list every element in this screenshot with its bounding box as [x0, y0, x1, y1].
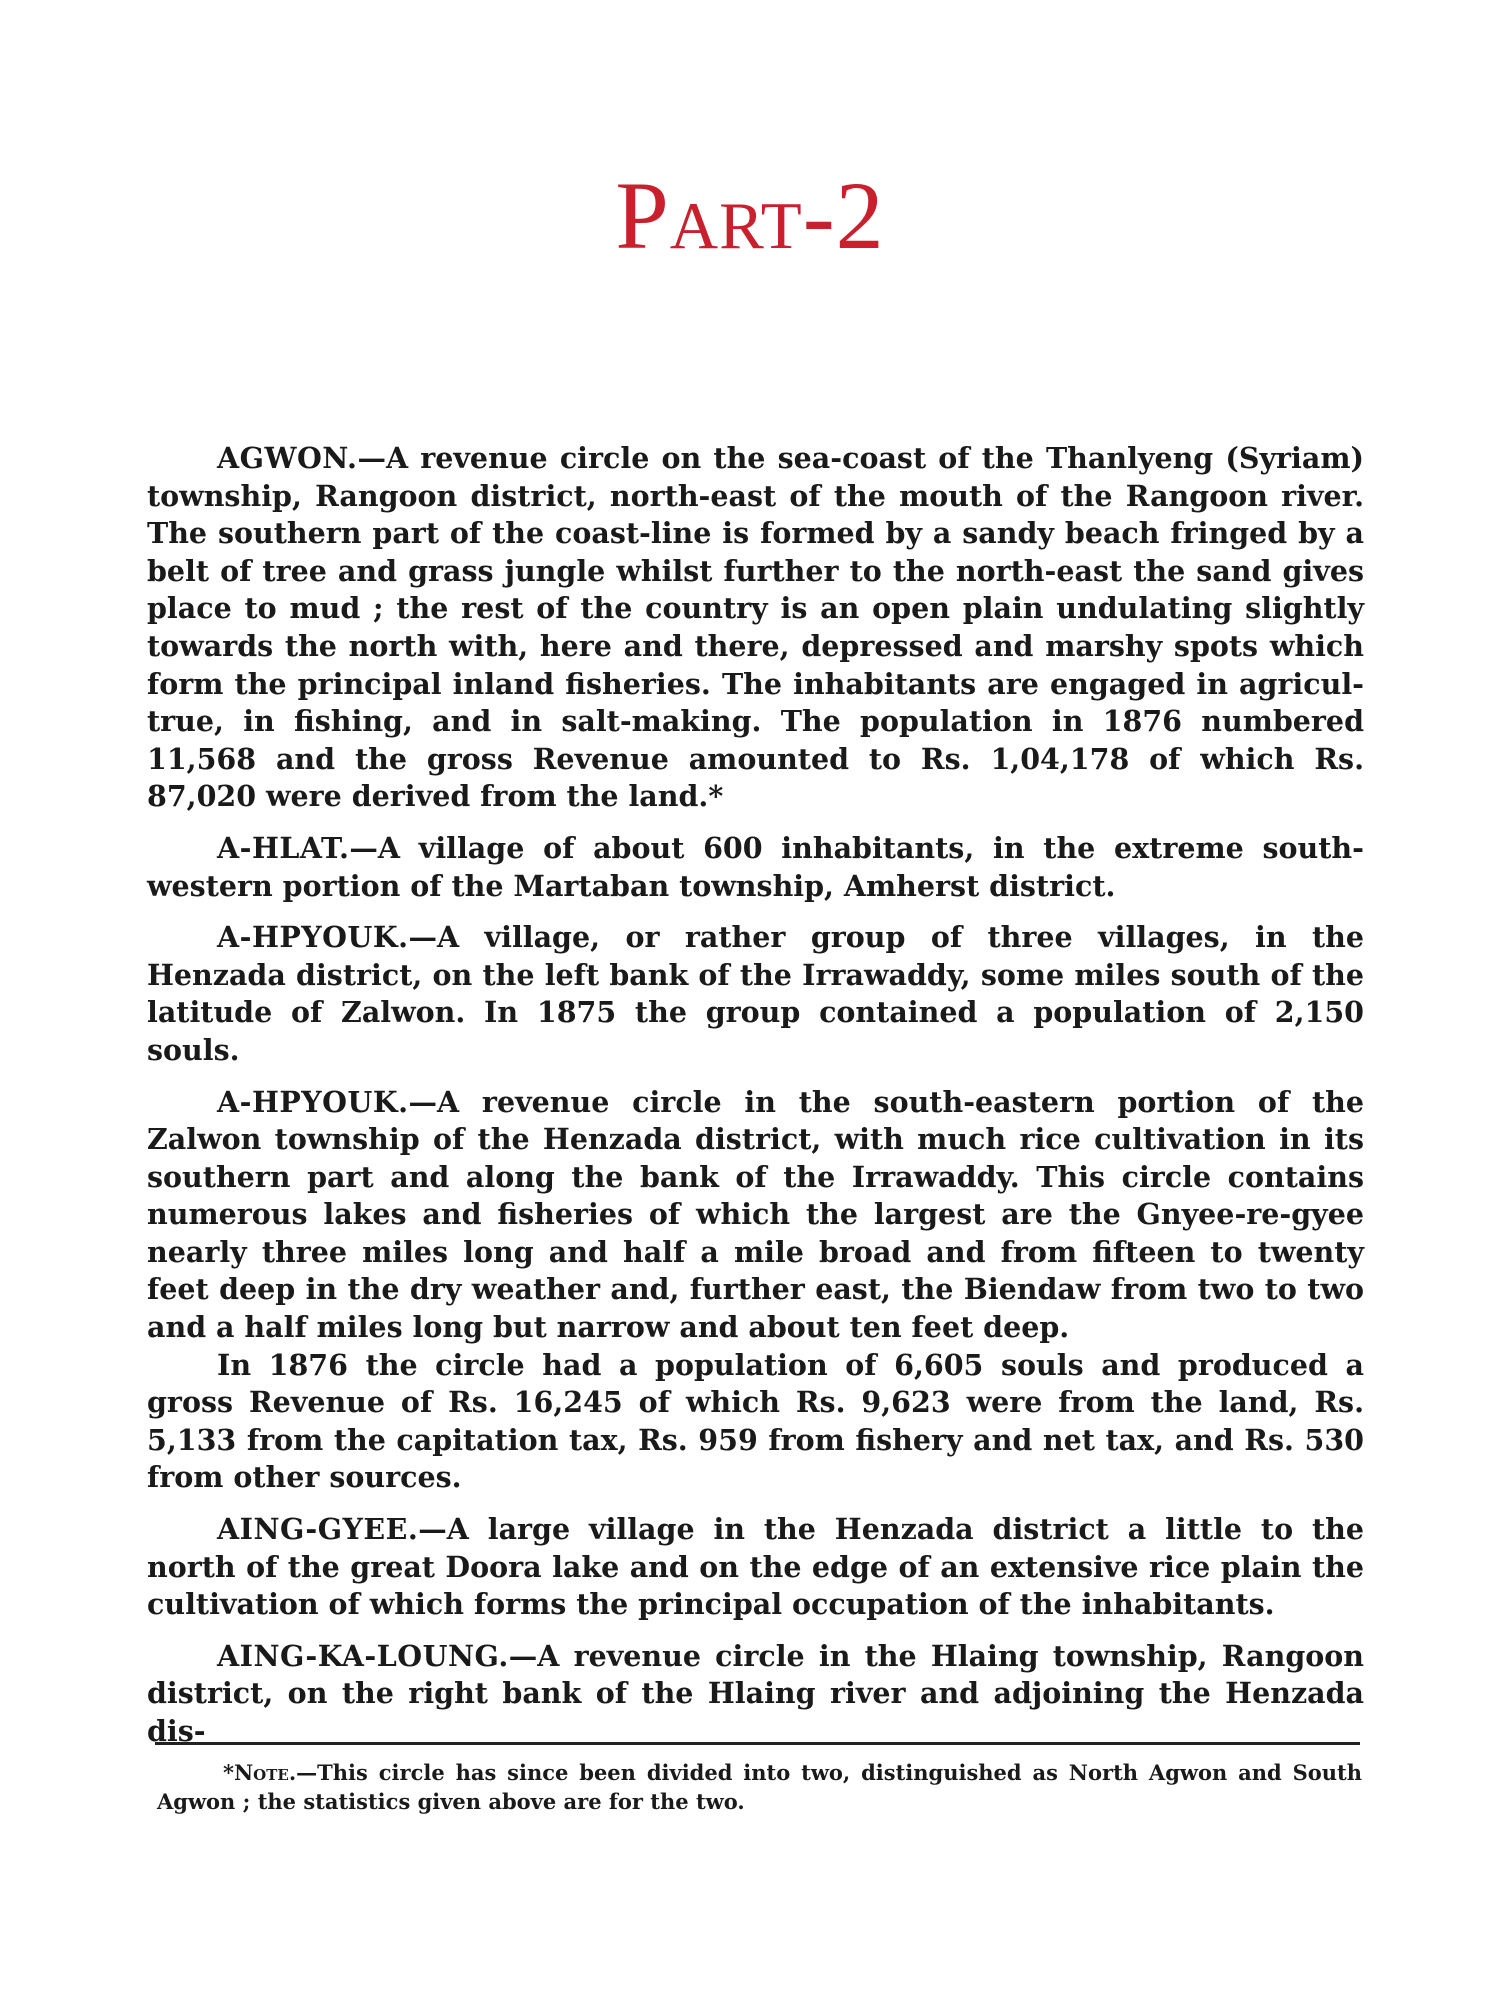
entry-heading: AING-KA-LOUNG.	[217, 1638, 509, 1673]
entry-heading: A-HLAT.	[217, 830, 350, 865]
entry-text: —A village of about 600 inhabitants, in the extreme south-western portion of the Martaban township, Amherst district.	[147, 830, 1364, 903]
entry-text: In 1876 the circle had a population of 6,605 souls and produced a gross Revenue of Rs. 16,245 of which Rs. 9,623 were from the land, Rs. 5,133 from the capitation tax, Rs. 959 from fishery and net tax, and Rs. 530 from other sources.	[147, 1347, 1364, 1495]
entry-text: —A revenue circle in the south-eastern portion of the Zalwon township of the Henzada district, with much rice cultivation in its southern part and along the bank of the Irrawaddy. This circle contains numerous lakes and fisheries of which the largest are the Gnyee-re-gyee nearly three miles long and half a mile broad and from fifteen to twenty feet deep in the dry weather and, further east, the Biendaw from two to two and a half miles long but narrow and about ten feet deep.	[147, 1084, 1364, 1345]
entry-heading: A-HPYOUK.	[217, 1084, 409, 1119]
entry-text: —A village, or rather group of three villages, in the Henzada district, on the left bank of the Irrawaddy, some miles south of the latitude of Zalwon. In 1875 the group contained a population of 2,150 souls.	[147, 920, 1364, 1067]
entry-a-hpyouk-circle-continued	[147, 1347, 1364, 1497]
part-title: Part-2	[615, 162, 885, 269]
entry-aing-ka-loung	[147, 1638, 1364, 1751]
footnote-label: *Note.	[223, 1760, 297, 1785]
footnote	[157, 1758, 1362, 1816]
entry-heading: AING-GYEE.	[217, 1512, 419, 1547]
footnote-text: —This circle has since been divided into two, distinguished as North Agwon and South Agwon ; the statistics given above are for the two.	[157, 1760, 1362, 1814]
entry-heading: A-HPYOUK.	[217, 920, 409, 955]
gazetteer-body	[147, 440, 1364, 1765]
footnote-divider	[155, 1742, 1360, 1745]
entry-text: —A revenue circle in the Hlaing township, Rangoon district, on the right bank of the Hlaing river and adjoining the Henzada dis-	[147, 1638, 1364, 1748]
entry-text: —A large village in the Henzada district a little to the north of the great Doora lake and on the edge of an extensive rice plain the cultivation of which forms the principal occupation of the inhabitants.	[147, 1512, 1364, 1622]
entry-agwon	[147, 440, 1364, 816]
entry-a-hlat	[147, 830, 1364, 905]
entry-aing-gyee	[147, 1511, 1364, 1624]
entry-a-hpyouk-village	[147, 919, 1364, 1069]
entry-a-hpyouk-circle	[147, 1084, 1364, 1347]
entry-heading: AGWON.	[217, 441, 358, 475]
entry-text: —A revenue circle on the sea-coast of the Thanlyeng (Syriam) township, Rangoon district, north-east of the mouth of the Rangoon river. The southern part of the coast-line is formed by a sandy beach fringed by a belt of tree and grass jungle whilst further to the north-east the sand gives place to mud ; the rest of the country is an open plain undulating slightly towards the north with, here and there, depressed and marshy spots which form the principal inland fisheries. The inhabitants are engaged in agricul-true, in fishing, and in salt-making. The population in 1876 numbered 11,568 and the gross Revenue amounted to Rs. 1,04,178 of which Rs. 87,020 were derived from the land.*	[147, 441, 1364, 814]
